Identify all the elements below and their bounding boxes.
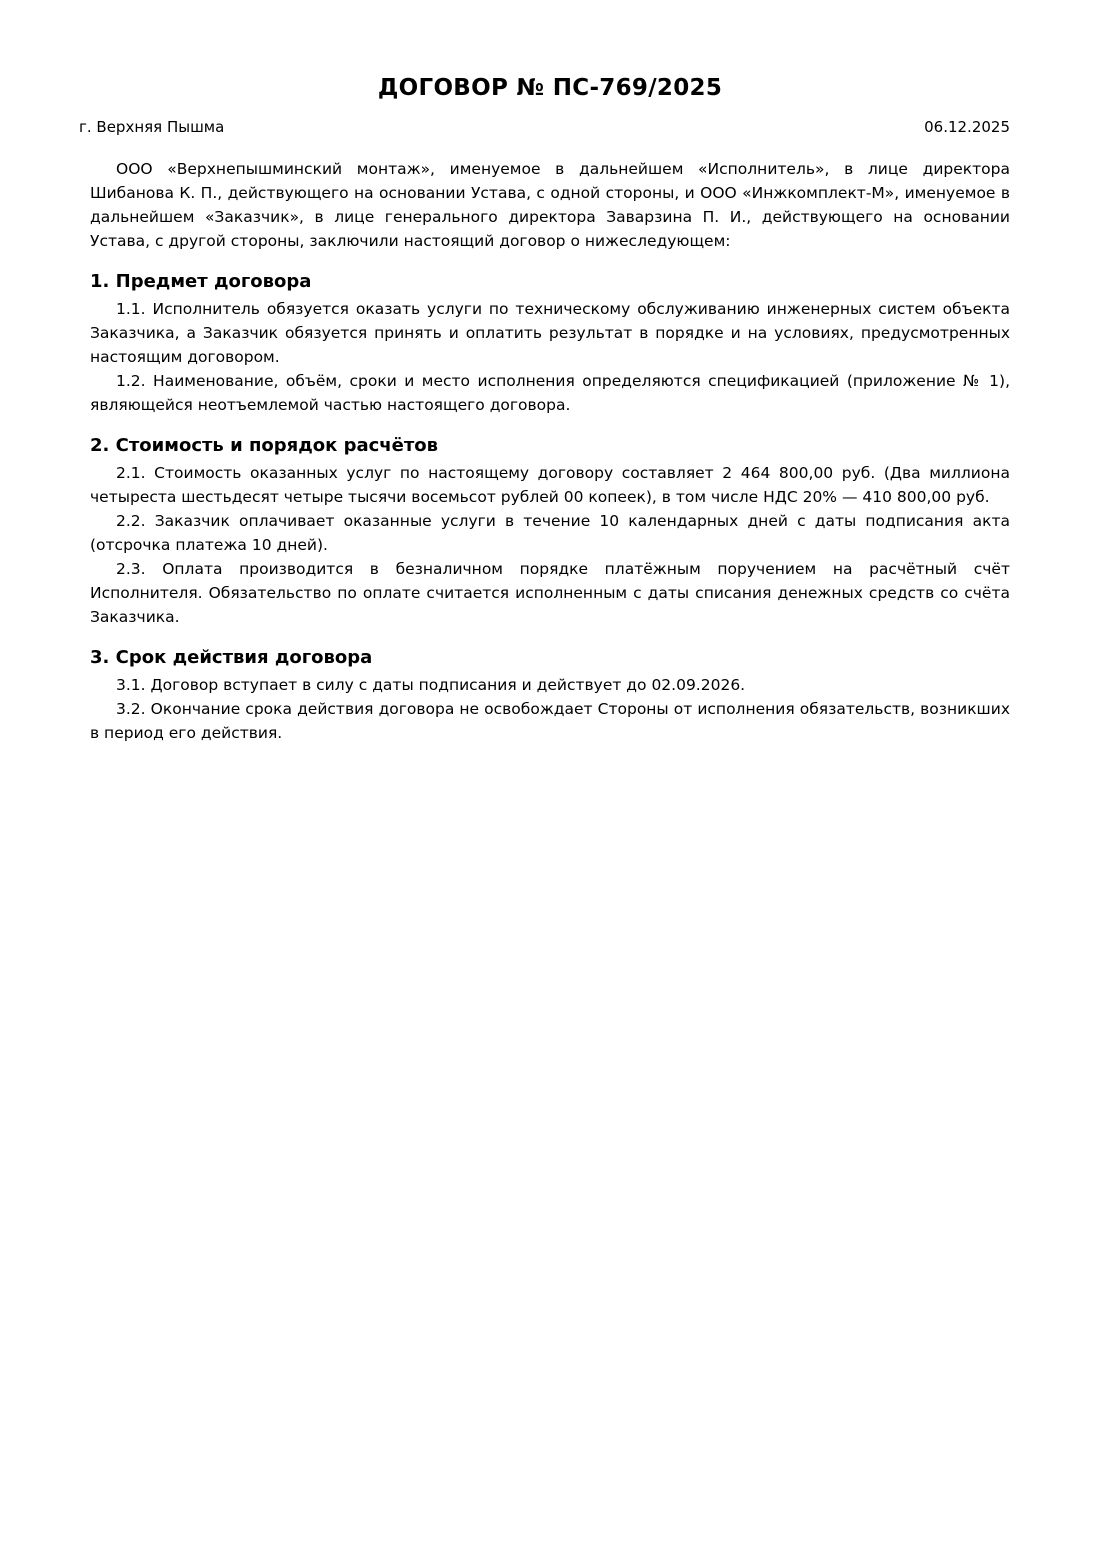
document-body bbox=[90, 157, 1010, 745]
clause-3-2: 3.2. Окончание срока действия договора не освобождает Стороны от исполнения обязательств, возникших в период его действия. bbox=[90, 700, 1010, 742]
clause-3-1: 3.1. Договор вступает в силу с даты подписания и действует до 02.09.2026. bbox=[116, 676, 746, 694]
section-subject bbox=[90, 269, 1010, 417]
clause-2-1: 2.1. Стоимость оказанных услуг по настоящему договору составляет 2 464 800,00 руб. (Два миллиона четыреста шестьдесят четыре тысячи восемьсот рублей 00 копеек), в том числе НДС 20% — 410 800,00 руб. bbox=[90, 464, 1010, 506]
clause-2-3: 2.3. Оплата производится в безналичном порядке платёжным поручением на расчётный счёт Исполнителя. Обязательство по оплате считается исполненным с даты списания денежных средств со счёта Заказчика. bbox=[90, 560, 1010, 626]
section-payment bbox=[90, 433, 1010, 629]
clause-2-2: 2.2. Заказчик оплачивает оказанные услуги в течение 10 календарных дней с даты подписания акта (отсрочка платежа 10 дней). bbox=[90, 512, 1010, 554]
document-date: 06.12.2025 bbox=[924, 118, 1010, 136]
document-meta-row bbox=[79, 116, 1010, 138]
section-heading: 2. Стоимость и порядок расчётов bbox=[90, 435, 439, 456]
document-city: г. Верхняя Пышма bbox=[79, 118, 225, 136]
document-title: ДОГОВОР № ПС-769/2025 bbox=[377, 75, 723, 101]
section-term bbox=[90, 645, 1010, 745]
clause-1-1: 1.1. Исполнитель обязуется оказать услуги по техническому обслуживанию инженерных систем объекта Заказчика, а Заказчик обязуется принять и оплатить результат в порядке и на условиях, предусмотренных настоящим договором. bbox=[90, 300, 1010, 366]
section-heading: 3. Срок действия договора bbox=[90, 647, 373, 668]
clause-1-2: 1.2. Наименование, объём, сроки и место исполнения определяются спецификацией (приложение № 1), являющейся неотъемлемой частью настоящего договора. bbox=[90, 372, 1010, 414]
preamble-paragraph: ООО «Верхнепышминский монтаж», именуемое в дальнейшем «Исполнитель», в лице директора Шибанова К. П., действующего на основании Устава, с одной стороны, и ООО «Инжкомплект-М», именуемое в дальнейшем «Заказчик», в лице генерального директора Заварзина П. И., действующего на основании Устава, с другой стороны, заключили настоящий договор о нижеследующем: bbox=[90, 160, 1010, 250]
section-heading: 1. Предмет договора bbox=[90, 271, 312, 292]
